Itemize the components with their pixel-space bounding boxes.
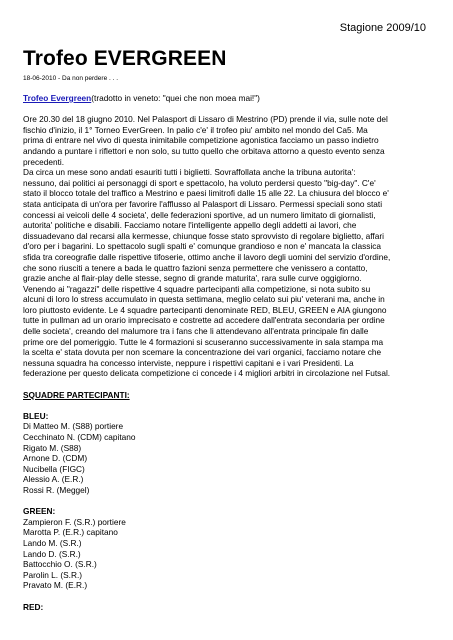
- paragraph-line: autorita' politiche e disabili. Facciamo notare l'intelligente appello degli addetti ai lavori, che: [23, 220, 357, 231]
- intro-text: (tradotto in veneto: "quei che non moea mai!"): [91, 93, 260, 103]
- paragraph-line: alcuni di loro lo stress accumulato in questa settimana, meglio celato sui piu' veterani ma, anche in: [23, 294, 385, 305]
- player-entry: Alessio A. (E.R.): [23, 474, 84, 485]
- paragraph-line: sfida tra coreografie dalle rispettive tifoserie, ottimo anche il lavoro degli uomini del servizio d'ordine,: [23, 251, 391, 262]
- paragraph-line: Venendo ai "ragazzi" delle rispettive 4 squadre partecipanti alla competizione, si nota subito su: [23, 283, 371, 294]
- paragraph-line: d'oro per i bagarini. Lo spettacolo sugli spalti e' comunque grandioso e non e' mancata la classica: [23, 241, 382, 252]
- team-name: RED:: [23, 601, 44, 612]
- player-entry: Nucibella (FIGC): [23, 463, 85, 474]
- team-block: [23, 602, 435, 613]
- paragraph-line: Ore 20.30 del 18 giugno 2010. Nel Palasport di Lissaro di Mestrino (PD) prende il via, sulle note del: [23, 114, 388, 125]
- player-entry: Rigato M. (S88): [23, 442, 82, 453]
- paragraph-line: andando a puntare i riflettori e non solo, su tutto quello che orbitava attorno a questo evento senza: [23, 145, 385, 156]
- paragraph-line: dissuadevano dal recarsi alla kermesse, chiunque fosse stato sprovvisto di regolare biglietto, affari: [23, 230, 384, 241]
- paragraph-line: che sono riusciti a tenere a bada le quattro fazioni senza permettere che venissero a contatto,: [23, 262, 368, 273]
- squads-title: SQUADRE PARTECIPANTI:: [23, 389, 130, 400]
- teams-list: [23, 411, 435, 612]
- player-entry: Parolin L. (S.R.): [23, 569, 83, 580]
- paragraph-line: nessuna squadra ha concesso interviste, neppure i rispettivi capitani e i vari Presidenti. La: [23, 357, 354, 368]
- paragraph-line: stato il blocco totale del traffico a Mestrino e paesi limitrofi dalle 15 alle 22. La chiusura del blocco e': [23, 188, 389, 199]
- season-label: Stagione 2009/10: [339, 22, 426, 34]
- paragraph-line: federazione per questo delicata competizione ci concede i 4 migliori arbitri in circolazione nel Futsal.: [23, 368, 391, 379]
- paragraph-line: nessuno, dai politici ai personaggi di sport e spettacolo, ha voluto perdersi questo "big-day". C'e': [23, 177, 376, 188]
- team-name: BLEU:: [23, 410, 49, 421]
- team-block: [23, 506, 435, 591]
- player-entry: Marotta P. (E.R.) capitano: [23, 527, 118, 538]
- article-paragraph: [23, 114, 435, 379]
- player-entry: Zampieron F. (S.R.) portiere: [23, 516, 126, 527]
- paragraph-line: Da circa un mese sono andati esauriti tutti i biglietti. Sovraffollata anche la tribuna autorita':: [23, 167, 356, 178]
- player-entry: Rossi R. (Meggel): [23, 484, 90, 495]
- paragraph-line: tutte in pullman ad un orario imprecisato e costrette ad accedere dall'entrata secondaria per ordine: [23, 315, 385, 326]
- player-entry: Di Matteo M. (S88) portiere: [23, 421, 124, 432]
- article-title: Trofeo EVERGREEN: [23, 47, 227, 70]
- player-entry: Cecchinato N. (CDM) capitano: [23, 432, 136, 442]
- paragraph-line: prima di entrare nel vivo di questa inimitabile competizione agonistica facciamo un passo indietro: [23, 135, 379, 146]
- paragraph-line: fischio d'inizio, il 1° Torneo EverGreen. In palio c'e' il trofeo piu' ambito nel mondo del Ca5. Ma: [23, 124, 368, 135]
- trofeo-evergreen-link[interactable]: Trofeo Evergreen: [23, 93, 92, 103]
- paragraph-line: precedenti.: [23, 156, 65, 167]
- paragraph-line: prime ore del pomeriggio. Tutte le 4 formazioni si scuseranno successivamente in sala stampa ma: [23, 336, 384, 347]
- article-meta: 18-06-2010 - Da non perdere . . .: [23, 75, 119, 82]
- player-entry: Battocchio O. (S.R.): [23, 559, 97, 570]
- player-entry: Pravato M. (E.R.): [23, 580, 88, 591]
- article-body: [23, 93, 435, 623]
- player-entry: Arnone D. (CDM): [23, 453, 88, 464]
- player-entry: Lando M. (S.R.): [23, 537, 82, 548]
- player-entry: Lando D. (S.R.): [23, 548, 81, 559]
- intro-line: [23, 93, 435, 104]
- paragraph-line: grazie anche al flair-play delle stesse, segno di grande maturita', rara sulle curve oggigiorno.: [23, 273, 362, 284]
- paragraph-line: concessi ai veicoli delle 4 societa', delle federazioni sportive, ad un numero limitato di giornalisti,: [23, 209, 376, 220]
- paragraph-line: loro piuttosto evidente. Le 4 squadre partecipanti denominate RED, BLEU, GREEN e AIA giungono: [23, 304, 387, 315]
- paragraph-line: delle societa', creando del malumore tra i fans che li attendevano all'entrata principale fin dalle: [23, 326, 369, 337]
- team-block: [23, 411, 435, 496]
- team-name: GREEN:: [23, 506, 56, 517]
- paragraph-line: la scelta e' stata dovuta per non scemare la concentrazione dei vari organici, facciamo notare che: [23, 347, 382, 358]
- paragraph-line: stata anticipata di un'ora per favorire l'afflusso al Palasport di Lissaro. Permessi speciali sono stati: [23, 198, 383, 209]
